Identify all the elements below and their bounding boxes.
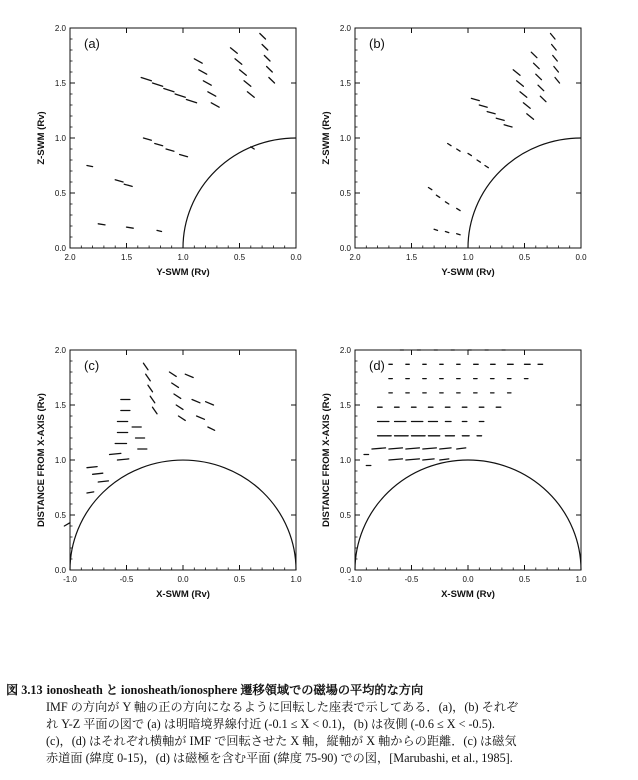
field-vector (240, 70, 247, 76)
field-vector (262, 45, 268, 51)
y-tick-label: 0.5 (54, 189, 66, 198)
y-tick-label: 1.0 (339, 134, 351, 143)
field-vector (186, 100, 196, 103)
y-tick-label: 0.0 (339, 244, 351, 253)
field-vector (555, 78, 560, 84)
field-vector (172, 383, 179, 387)
field-vector (477, 160, 480, 162)
field-vector (141, 78, 151, 81)
field-vector (185, 374, 193, 377)
x-tick-label: -1.0 (348, 575, 362, 584)
planet-boundary-arc (355, 460, 581, 570)
field-vector (251, 147, 254, 149)
chart-panel-1 (70, 28, 296, 248)
y-tick-label: 0.0 (339, 566, 351, 575)
y-tick-label: 2.0 (339, 24, 351, 33)
field-vector (389, 448, 403, 449)
caption-line-1: IMF の方向が Y 軸の正の方向になるように回転した座表で示してある．(a)，(b) それぞ (46, 700, 519, 714)
y-tick-label: 0.0 (54, 566, 66, 575)
x-tick-label: 1.0 (575, 575, 587, 584)
field-vector (534, 63, 540, 68)
field-vector (457, 234, 460, 235)
chart-panel-3 (64, 350, 296, 570)
field-vector (244, 81, 251, 87)
field-vector (540, 96, 546, 102)
panel-label: (a) (84, 36, 100, 51)
field-vector (192, 400, 200, 403)
x-tick-label: -1.0 (63, 575, 77, 584)
field-vector (211, 103, 219, 107)
caption-figure-label: 図 3.13 (6, 683, 43, 697)
x-tick-label: 0.5 (518, 575, 531, 584)
panel-label: (d) (369, 358, 385, 373)
field-vector (553, 56, 558, 62)
field-vector (487, 112, 495, 114)
plot-frame (70, 28, 296, 248)
y-axis-label: DISTANCE FROM X-AXIS (Rv) (321, 393, 332, 527)
x-axis-label: Y-SWM (Rv) (156, 267, 210, 278)
field-vector (175, 94, 185, 97)
plot-frame (355, 28, 581, 248)
y-tick-label: 0.0 (54, 244, 66, 253)
field-vector (428, 188, 431, 190)
field-vector (197, 416, 205, 419)
field-vector (520, 92, 527, 98)
field-vector (267, 67, 273, 73)
field-vector (423, 448, 437, 449)
field-vector (445, 232, 448, 233)
field-vector (457, 448, 466, 449)
y-tick-label: 1.0 (339, 456, 351, 465)
x-tick-label: 1.5 (405, 253, 418, 262)
field-vector (146, 374, 151, 381)
y-tick-label: 0.5 (339, 189, 351, 198)
x-tick-label: 0.5 (518, 253, 531, 262)
field-vector (117, 459, 128, 460)
x-tick-label: 1.0 (290, 575, 302, 584)
field-vector (178, 416, 185, 420)
caption-line-4: 赤道面 (緯度 0-15)，(d) は磁極を含む平面 (緯度 75-90) での図，[Marubashi, et al., 1985]. (46, 751, 513, 765)
field-vector (152, 83, 162, 86)
caption-title: ionosheath と ionosheath/ionosphere 遷移領域での磁場の平均的な方向 (46, 683, 424, 697)
field-vector (157, 230, 162, 231)
field-vector (479, 105, 487, 107)
x-tick-label: 0.0 (177, 575, 189, 584)
field-vector (230, 48, 237, 54)
field-vector (124, 184, 132, 186)
field-vector (485, 166, 488, 168)
field-vector (150, 396, 155, 403)
field-vector (87, 166, 93, 167)
field-vector (260, 34, 266, 40)
planet-boundary-arc (70, 460, 296, 570)
field-vector (440, 459, 449, 460)
caption-line-3: (c)，(d) はそれぞれ横軸が IMF で回転させた X 軸，縦軸が X 軸からの距離．(c) は磁気 (46, 734, 517, 748)
field-vector (143, 363, 148, 370)
field-vector (440, 448, 451, 449)
field-vector (98, 224, 105, 225)
y-tick-label: 1.0 (54, 134, 66, 143)
field-vector (87, 467, 97, 468)
field-vector (264, 56, 270, 62)
chart-panel-2 (355, 28, 581, 248)
field-vector (448, 144, 451, 146)
field-vector (235, 59, 242, 65)
x-tick-label: 1.5 (120, 253, 133, 262)
field-vector (143, 138, 151, 140)
x-tick-label: -0.5 (404, 575, 419, 584)
field-vector (445, 202, 448, 204)
field-vector (247, 92, 254, 98)
x-tick-label: 1.0 (462, 253, 474, 262)
field-vector (527, 114, 534, 120)
figure-caption (6, 682, 632, 767)
x-tick-label: 0.0 (575, 253, 587, 262)
planet-boundary-arc (183, 138, 296, 248)
panel-label: (b) (369, 36, 385, 51)
x-tick-label: 0.0 (290, 253, 302, 262)
field-vector (164, 89, 174, 92)
y-axis-label: Z-SWM (Rv) (36, 111, 47, 165)
x-tick-label: 2.0 (64, 253, 76, 262)
field-vector (208, 427, 215, 430)
x-axis-label: X-SWM (Rv) (156, 589, 210, 600)
field-vector (436, 195, 439, 197)
field-vector (148, 385, 153, 392)
field-vector (457, 208, 460, 210)
x-tick-label: 2.0 (349, 253, 361, 262)
x-tick-label: 1.0 (177, 253, 189, 262)
caption-line-2: れ Y-Z 平面の図で (a) は明暗境界線付近 (-0.1 ≤ X < 0.1)，(b) は夜側 (-0.6 ≤ X < -0.5). (46, 717, 495, 731)
x-tick-label: 0.5 (233, 575, 246, 584)
field-vector (423, 459, 434, 460)
field-vector (166, 149, 174, 151)
field-vector (531, 52, 537, 58)
field-vector (169, 372, 176, 376)
field-vector (536, 74, 542, 80)
field-vector (538, 85, 544, 91)
y-tick-label: 0.5 (339, 511, 351, 520)
field-vector (372, 448, 386, 449)
field-vector (406, 459, 420, 460)
field-vector (269, 78, 275, 84)
field-vector (457, 149, 460, 151)
y-tick-label: 1.5 (54, 401, 66, 410)
field-vector (180, 155, 188, 157)
y-tick-label: 1.5 (339, 79, 351, 88)
caption-title-line (6, 682, 632, 699)
x-axis-label: Y-SWM (Rv) (441, 267, 495, 278)
field-vector (471, 98, 479, 100)
panel-label: (c) (84, 358, 100, 373)
field-vector (523, 103, 530, 109)
x-tick-label: -0.5 (119, 575, 134, 584)
field-vector (174, 394, 181, 398)
y-axis-label: Z-SWM (Rv) (321, 111, 332, 165)
y-tick-label: 2.0 (339, 346, 351, 355)
y-axis-label: DISTANCE FROM X-AXIS (Rv) (36, 393, 47, 527)
field-vector (152, 407, 157, 414)
field-vector (496, 118, 504, 120)
field-vector (87, 492, 94, 493)
field-vector (504, 125, 512, 127)
field-vector (468, 153, 471, 155)
field-vector (389, 459, 403, 460)
field-vector (64, 523, 70, 526)
y-tick-label: 1.5 (339, 401, 351, 410)
field-vector (434, 229, 437, 230)
x-axis-label: X-SWM (Rv) (441, 589, 495, 600)
field-vector (406, 448, 420, 449)
planet-boundary-arc (468, 138, 581, 248)
field-vector (115, 180, 123, 182)
y-tick-label: 1.5 (54, 79, 66, 88)
field-vector (127, 227, 134, 228)
field-vector (206, 402, 214, 405)
field-vector (203, 81, 211, 85)
field-vector (517, 81, 524, 87)
y-tick-label: 1.0 (54, 456, 66, 465)
field-vector (513, 70, 520, 76)
y-tick-label: 0.5 (54, 511, 66, 520)
x-tick-label: 0.0 (462, 575, 474, 584)
field-vector (208, 92, 216, 96)
field-vector (176, 405, 183, 409)
field-vector (199, 70, 207, 74)
x-tick-label: 0.5 (233, 253, 246, 262)
chart-panel-4 (355, 350, 581, 570)
field-vector (155, 144, 163, 146)
y-tick-label: 2.0 (54, 24, 66, 33)
y-tick-label: 2.0 (54, 346, 66, 355)
field-vector (194, 59, 202, 63)
field-vector (550, 34, 555, 40)
field-vector (98, 481, 108, 482)
field-vector (554, 67, 559, 73)
field-vector (552, 45, 557, 51)
field-vector (110, 453, 121, 454)
field-vector (93, 473, 103, 474)
